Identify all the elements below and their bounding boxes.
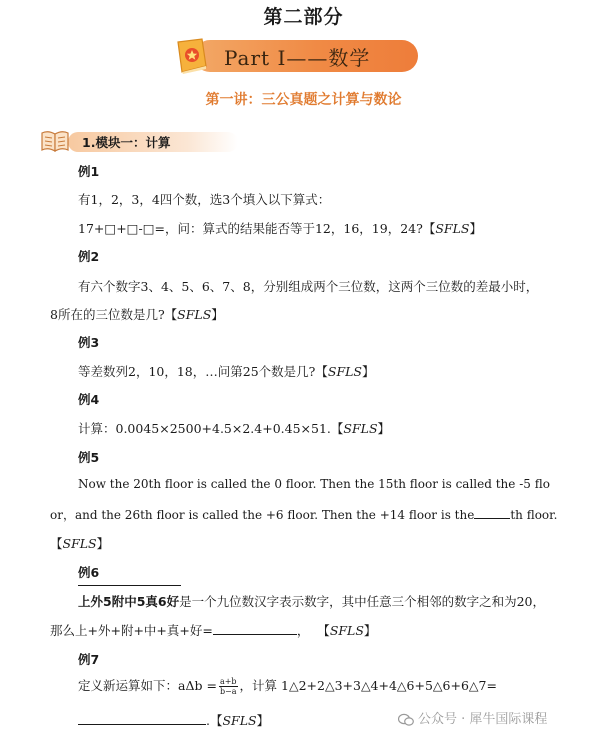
example-text: .【SFLS】 [78,711,269,729]
wechat-icon [398,713,414,727]
example-text: 17+□+□-□=，问：算式的结果能否等于12，16，19，24? [78,221,423,236]
example-text: 计算：0.0045×2500+4.5×2.4+0.45×51. [78,421,331,436]
example-text: or，and the 26th floor is called the +6 floor. Then the +14 floor is the [50,508,475,522]
example-label: 例4 [78,392,100,407]
example-label: 例3 [78,335,100,350]
example-text: 计算：0.0045×2500+4.5×2.4+0.45×51.【SFLS】 [78,421,391,436]
example-text: 有六个数字3、4、5、6、7、8，分别组成两个三位数，这两个三位数的差最小时， [78,279,539,294]
example-text: 等差数列2，10，18，…问第25个数是几? [78,364,316,379]
source-tag: SFLS [435,221,470,236]
example-label: 例2 [78,249,100,264]
divider-line [78,585,181,586]
part-title: 第二部分 [263,6,344,28]
source-tag: SFLS [343,421,378,436]
example-text: Now the 20th floor is called the 0 floor. Then the 15th floor is called the -5 flo [78,477,550,491]
source-tag: SFLS [177,307,212,322]
answer-blank [78,724,206,725]
example-label: 例1 [78,164,100,179]
source-tag: SFLS [329,623,364,638]
source-tag: SFLS [62,536,97,551]
part-banner [172,36,422,76]
example-label: 例5 [78,450,100,465]
example-text: ，计算 1△2+2△3+3△4+4△6+5△6+6△7= [239,678,497,693]
fraction [219,677,238,696]
example-label: 例7 [78,652,100,667]
example-text: 【SFLS】 [50,536,110,551]
open-book-icon [40,128,70,154]
lecture-title: 第一讲：三公真题之计算与数论 [205,92,402,108]
example-label: 例6 [78,565,100,580]
answer-blank [474,518,510,519]
example-text: 那么上+外+附+中+真+好= ， 【SFLS】 [50,623,377,638]
example-text [78,676,497,696]
banner-text: Part I——数学 [224,46,371,70]
example-text: 是一个九位数汉字表示数字，其中任意三个相邻的数字之和为20， [179,594,546,609]
module-heading [40,128,240,154]
fraction-denominator: b−a [219,687,237,696]
fraction-numerator: a+b [219,677,237,686]
example-text: 有1，2，3，4四个数，选3个填入以下算式： [78,192,331,207]
example-text [78,592,545,610]
source-tag: SFLS [327,364,362,379]
watermark [398,708,547,727]
example-text: 8所在的三位数是几? [50,307,165,322]
example-text: 8所在的三位数是几?【SFLS】 [50,307,224,322]
watermark-text: 公众号 · 犀牛国际课程 [418,712,548,727]
example-text [50,506,557,523]
example-text: th floor. [510,508,558,522]
bold-phrase: 上外5附中5真6好 [78,594,180,609]
answer-blank [213,634,297,635]
example-text: 17+□+□-□=，问：算式的结果能否等于12，16，19，24?【SFLS】 [78,221,482,236]
book-star-icon [172,36,212,76]
example-text: 等差数列2，10，18，…问第25个数是几?【SFLS】 [78,364,375,379]
module-label: 1.模块一：计算 [82,135,171,150]
example-text: 那么上+外+附+中+真+好= [50,623,213,638]
source-tag: SFLS [222,713,257,728]
example-text: ， [296,623,310,638]
example-text: 定义新运算如下：aΔb = [78,678,217,693]
